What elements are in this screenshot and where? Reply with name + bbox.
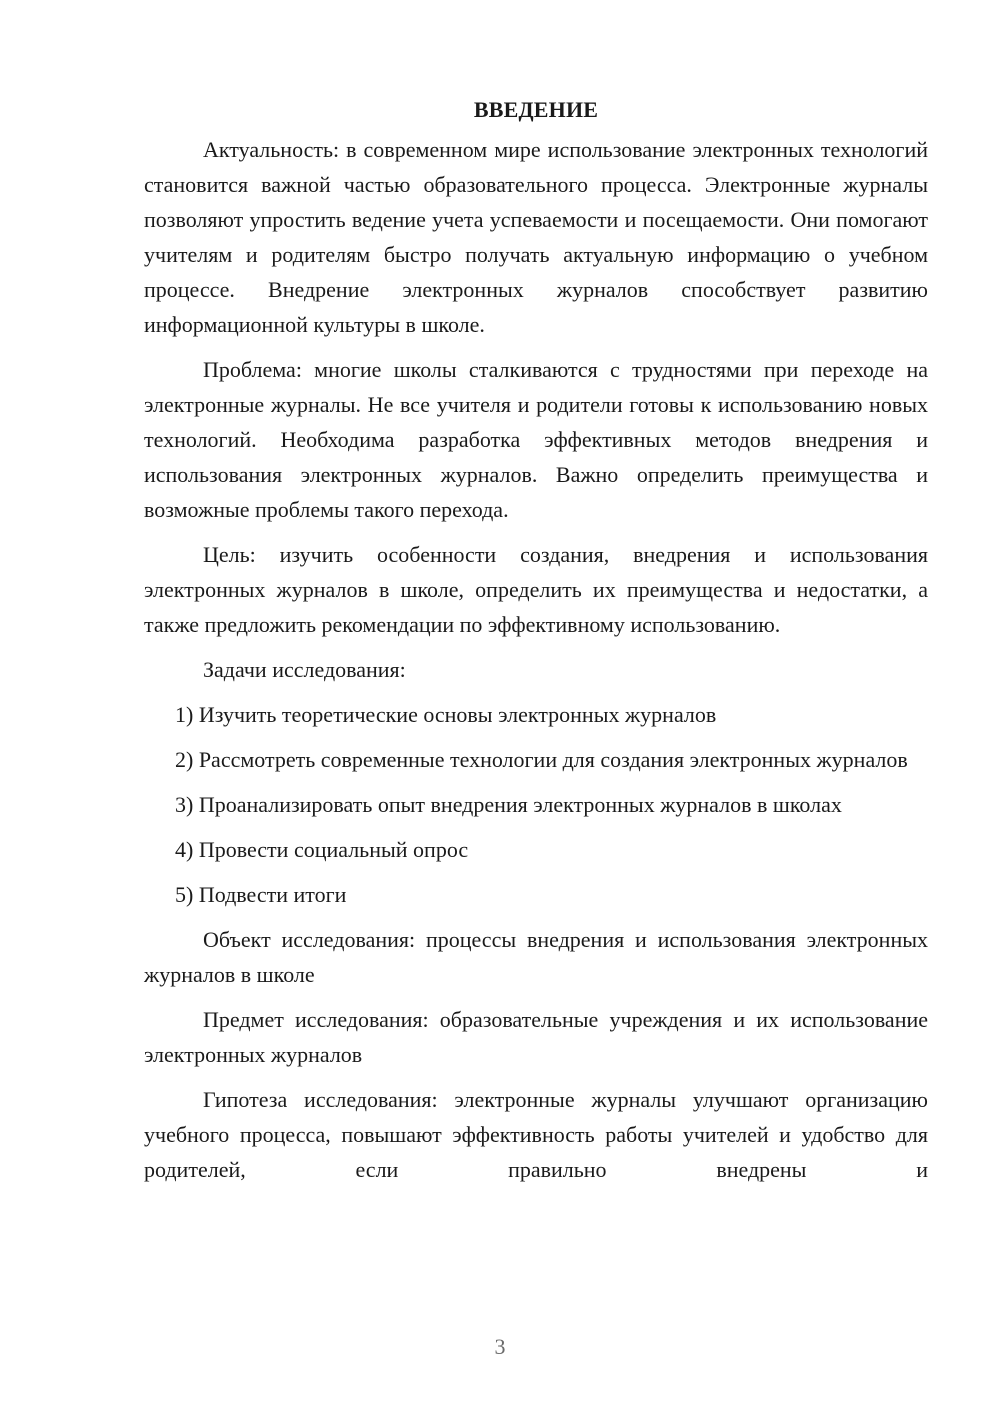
paragraph-problem: Проблема: многие школы сталкиваются с трудностями при переходе на электронные журналы. Не все учителя и родители готовы к использованию новых технологий. Необходима разработка эффективных методов внедрения и использования электронных журналов. Важно определить преимущества и возможные проблемы такого перехода.	[144, 357, 928, 522]
task-item: 2) Рассмотреть современные технологии для создания электронных журналов	[175, 747, 908, 772]
task-item: 1) Изучить теоретические основы электронных журналов	[175, 702, 717, 727]
page-content	[144, 92, 928, 1197]
paragraph-hypothesis: Гипотеза исследования: электронные журналы улучшают организацию учебного процесса, повышают эффективность работы учителей и удобство для родителей, если правильно внедрены и	[144, 1087, 928, 1182]
paragraph-relevance: Актуальность: в современном мире использование электронных технологий становится важной частью образовательного процесса. Электронные журналы позволяют упростить ведение учета успеваемости и посещаемости. Они помогают учителям и родителям быстро получать актуальную информацию о учебном процессе. Внедрение электронных журналов способствует развитию информационной культуры в школе.	[144, 137, 928, 337]
paragraph-tasks-heading: Задачи исследования:	[203, 657, 406, 682]
task-item: 4) Провести социальный опрос	[175, 837, 469, 862]
page-number: 3	[494, 1334, 506, 1359]
paragraph-subject: Предмет исследования: образовательные учреждения и их использование электронных журналов	[144, 1007, 928, 1067]
paragraph-goal: Цель: изучить особенности создания, внедрения и использования электронных журналов в школе, определить их преимущества и недостатки, а также предложить рекомендации по эффективному использованию.	[144, 542, 928, 637]
task-item: 5) Подвести итоги	[175, 882, 347, 907]
task-item: 3) Проанализировать опыт внедрения электронных журналов в школах	[175, 792, 842, 817]
section-title: ВВЕДЕНИЕ	[473, 97, 599, 122]
paragraph-object: Объект исследования: процессы внедрения и использования электронных журналов в школе	[144, 927, 928, 987]
